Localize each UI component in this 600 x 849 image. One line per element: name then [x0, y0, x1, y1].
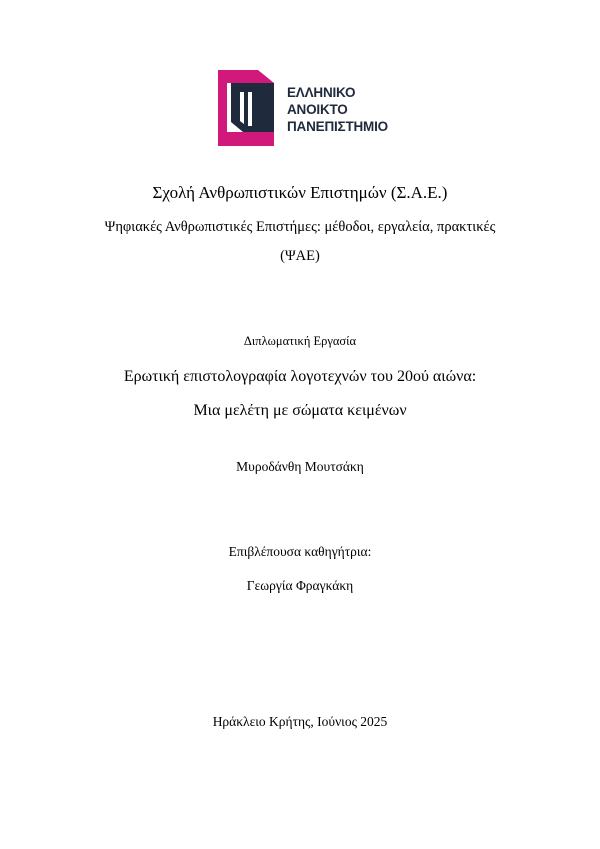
logo-wordmark — [287, 84, 388, 135]
logo-line-2: ΑΝΟΙΚΤΟ — [287, 102, 348, 117]
supervisor-label: Επιβλέπουσα καθηγήτρια: — [228, 544, 372, 559]
supervisor-name: Γεωργία Φραγκάκη — [246, 578, 354, 593]
open-book-logo-icon — [218, 70, 284, 146]
author-name: Μυροδάνθη Μουτσάκη — [236, 459, 364, 474]
thesis-title-line-1: Ερωτική επιστολογραφία λογοτεχνών του 20ού αιώνα: — [123, 368, 477, 385]
logo-line-1: ΕΛΛΗΝΙΚΟ — [287, 85, 356, 100]
logo-line-3: ΠΑΝΕΠΙΣΤΗΜΙΟ — [287, 119, 388, 134]
school-name: Σχολή Ανθρωπιστικών Επιστημών (Σ.Α.Ε.) — [152, 183, 448, 202]
program-name: Ψηφιακές Ανθρωπιστικές Επιστήμες: μέθοδοι, εργαλεία, πρακτικές — [104, 219, 496, 235]
thesis-title-line-2: Μια μελέτη με σώματα κειμένων — [193, 402, 407, 419]
place-and-date: Ηράκλειο Κρήτης, Ιούνιος 2025 — [212, 714, 388, 729]
university-logo — [218, 70, 408, 146]
program-abbreviation: (ΨΑΕ) — [280, 248, 320, 264]
thesis-type: Διπλωματική Εργασία — [243, 334, 357, 348]
